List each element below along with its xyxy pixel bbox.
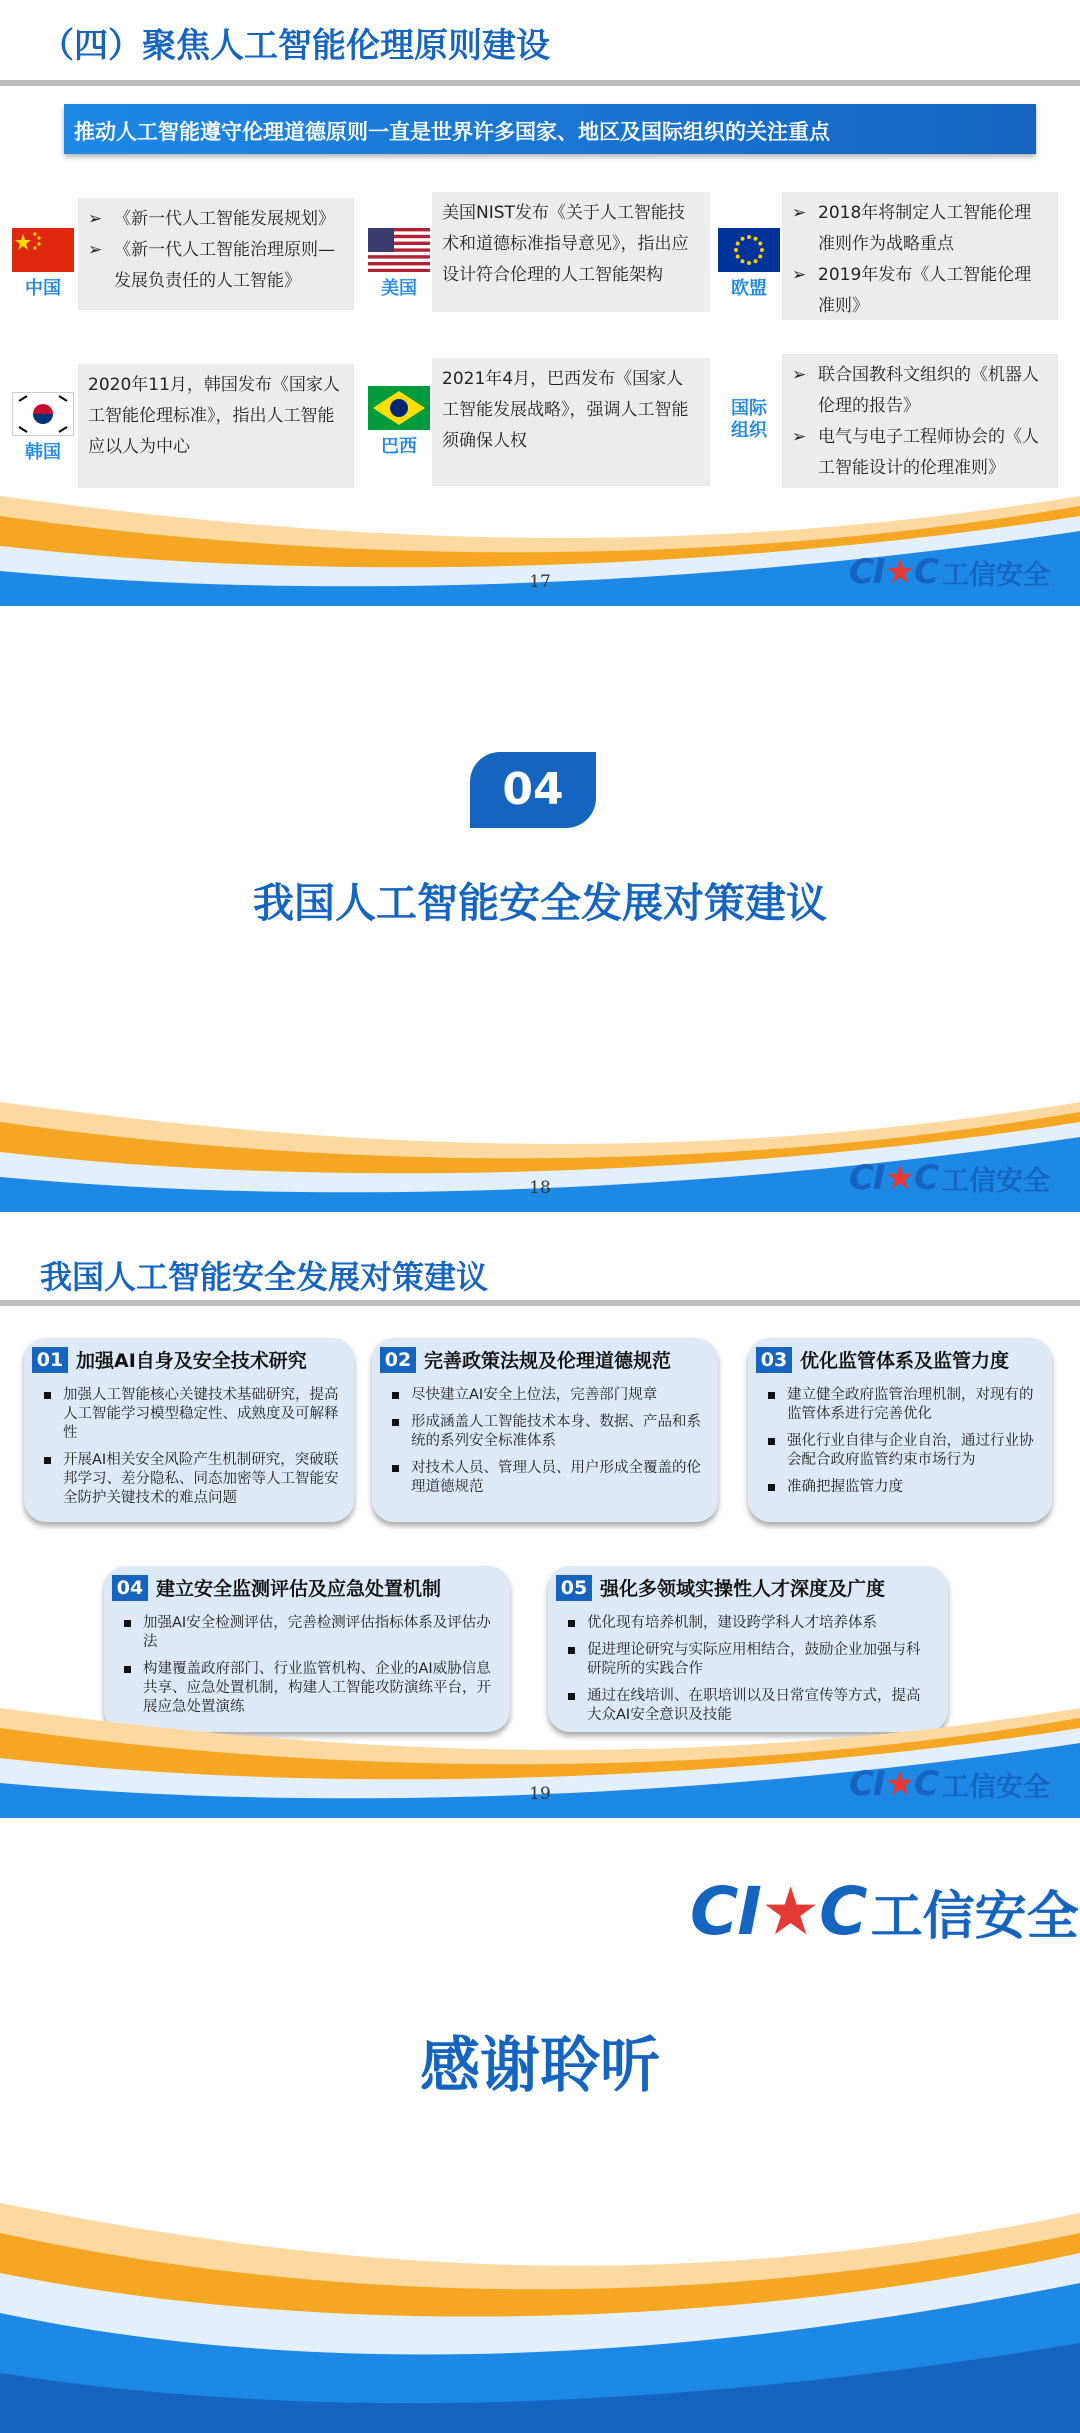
list-item: 加强人工智能核心关键技术基础研究，提高人工智能学习模型稳定性、成熟度及可解释性 [40, 1386, 340, 1443]
country-international [714, 396, 784, 442]
company-logo [849, 1158, 1050, 1198]
list-item: ➢ 电气与电子工程师协会的《人工智能设计的伦理准则》 [792, 427, 1039, 478]
list-item: 尽快建立AI安全上位法，完善部门规章 [388, 1386, 704, 1405]
page-number: 17 [529, 572, 551, 592]
wave-decoration [0, 2183, 1080, 2433]
usa-flag-icon [368, 228, 430, 272]
card-number: 02 [380, 1347, 416, 1373]
list-item: 开展AI相关安全风险产生机制研究，突破联邦学习、差分隐私、同态加密等人工智能安全防护关键技术的难点问题 [40, 1451, 340, 1508]
logo-text: 工信安全 [942, 1165, 1050, 1197]
section-number: 04 [470, 752, 596, 828]
logo-mark-icon: CI★C [690, 1873, 867, 1950]
list-item: 构建覆盖政府部门、行业监管机构、企业的AI威胁信息共享、应急处置机制，构建人工智能攻防演练平台，开展应急处置演练 [120, 1660, 496, 1717]
logo-mark-icon: CI★C [848, 552, 938, 592]
page-number: 19 [529, 1784, 551, 1804]
korea-flag-icon [12, 392, 74, 436]
slide-thanks [0, 1818, 1080, 2433]
section-title: 我国人工智能安全发展对策建议 [253, 879, 827, 927]
list-item: ➢ 联合国教科文组织的《机器人伦理的报告》 [792, 365, 1039, 416]
card-number: 04 [112, 1575, 148, 1601]
country-name: 国际组织 [731, 398, 767, 441]
list-item: 形成涵盖人工智能技术本身、数据、产品和系统的系列安全标准体系 [388, 1413, 704, 1451]
list-item: 强化行业自律与企业自治，通过行业协会配合政府监管约束市场行为 [764, 1432, 1038, 1470]
logo-text: 工信安全 [870, 1887, 1079, 1947]
list-item: 建立健全政府监管治理机制，对现有的监管体系进行完善优化 [764, 1386, 1038, 1424]
card-title: 加强AI自身及安全技术研究 [76, 1350, 307, 1372]
country-name: 巴西 [381, 436, 417, 457]
info-china [78, 198, 354, 310]
card-title: 优化监管体系及监管力度 [800, 1350, 1010, 1372]
card-number: 05 [556, 1575, 592, 1601]
list-item: 加强AI安全检测评估，完善检测评估指标体系及评估办法 [120, 1614, 496, 1652]
list-item: ➢ 《新一代人工智能治理原则—发展负责任的人工智能》 [88, 240, 335, 291]
info-brazil [432, 358, 710, 486]
country-name: 韩国 [25, 442, 61, 463]
card-number: 03 [756, 1347, 792, 1373]
country-china [8, 228, 78, 300]
list-item: 促进理论研究与实际应用相结合，鼓励企业加强与科研院所的实践合作 [564, 1641, 934, 1679]
info-eu [782, 192, 1058, 320]
logo-text: 工信安全 [942, 559, 1050, 591]
suggestion-card-2 [372, 1338, 718, 1522]
list-item: ➢ 《新一代人工智能发展规划》 [88, 209, 335, 229]
country-name: 中国 [25, 278, 61, 299]
info-text: 美国NIST发布《关于人工智能技术和道德标准指导意见》，指出应设计符合伦理的人工智能架构 [442, 203, 689, 285]
card-title: 建立安全监测评估及应急处置机制 [156, 1578, 442, 1600]
list-item: ➢ 2019年发布《人工智能伦理准则》 [792, 265, 1032, 316]
company-logo [849, 1764, 1050, 1804]
logo-mark-icon: CI★C [848, 1764, 938, 1804]
country-usa [364, 228, 434, 300]
suggestion-card-3 [748, 1338, 1052, 1522]
logo-text: 工信安全 [942, 1771, 1050, 1803]
brazil-flag-icon [368, 386, 430, 430]
info-korea [78, 364, 354, 488]
card-title: 强化多领域实操性人才深度及广度 [600, 1578, 886, 1600]
country-brazil [364, 386, 434, 458]
country-eu [714, 228, 784, 300]
country-name: 美国 [381, 278, 417, 299]
info-usa [432, 192, 710, 312]
suggestion-card-1 [24, 1338, 354, 1522]
info-international [782, 354, 1058, 488]
card-title: 完善政策法规及伦理道德规范 [424, 1350, 672, 1372]
slide-section-divider [0, 606, 1080, 1212]
china-flag-icon [12, 228, 74, 272]
slide-title: （四）聚焦人工智能伦理原则建设 [40, 26, 550, 66]
country-name: 欧盟 [731, 278, 767, 299]
list-item: 对技术人员、管理人员、用户形成全覆盖的伦理道德规范 [388, 1459, 704, 1497]
page-number: 18 [529, 1178, 551, 1198]
info-text: 2020年11月，韩国发布《国家人工智能伦理标准》，指出人工智能应以人为中心 [88, 375, 340, 457]
list-item: ➢ 2018年将制定人工智能伦理准则作为战略重点 [792, 203, 1032, 254]
title-divider [0, 80, 1080, 86]
slide-ethics [0, 0, 1080, 606]
list-item: 通过在线培训、在职培训以及日常宣传等方式，提高大众AI安全意识及技能 [564, 1687, 934, 1725]
slide-title: 我国人工智能安全发展对策建议 [40, 1258, 489, 1296]
thanks-title: 感谢聆听 [420, 2031, 660, 2101]
title-divider [0, 1300, 1080, 1306]
logo-mark-icon: CI★C [848, 1158, 938, 1198]
card-number: 01 [32, 1347, 68, 1373]
info-text: 2021年4月，巴西发布《国家人工智能发展战略》，强调人工智能须确保人权 [442, 369, 689, 451]
eu-flag-icon [718, 228, 780, 272]
list-item: 准确把握监管力度 [764, 1478, 1038, 1497]
company-logo [849, 552, 1050, 592]
banner: 推动人工智能遵守伦理道德原则一直是世界许多国家、地区及国际组织的关注重点 [64, 104, 1036, 154]
list-item: 优化现有培养机制，建设跨学科人才培养体系 [564, 1614, 934, 1633]
company-logo-large [690, 1873, 1079, 1950]
slide-suggestions [0, 1212, 1080, 1818]
country-korea [8, 392, 78, 464]
